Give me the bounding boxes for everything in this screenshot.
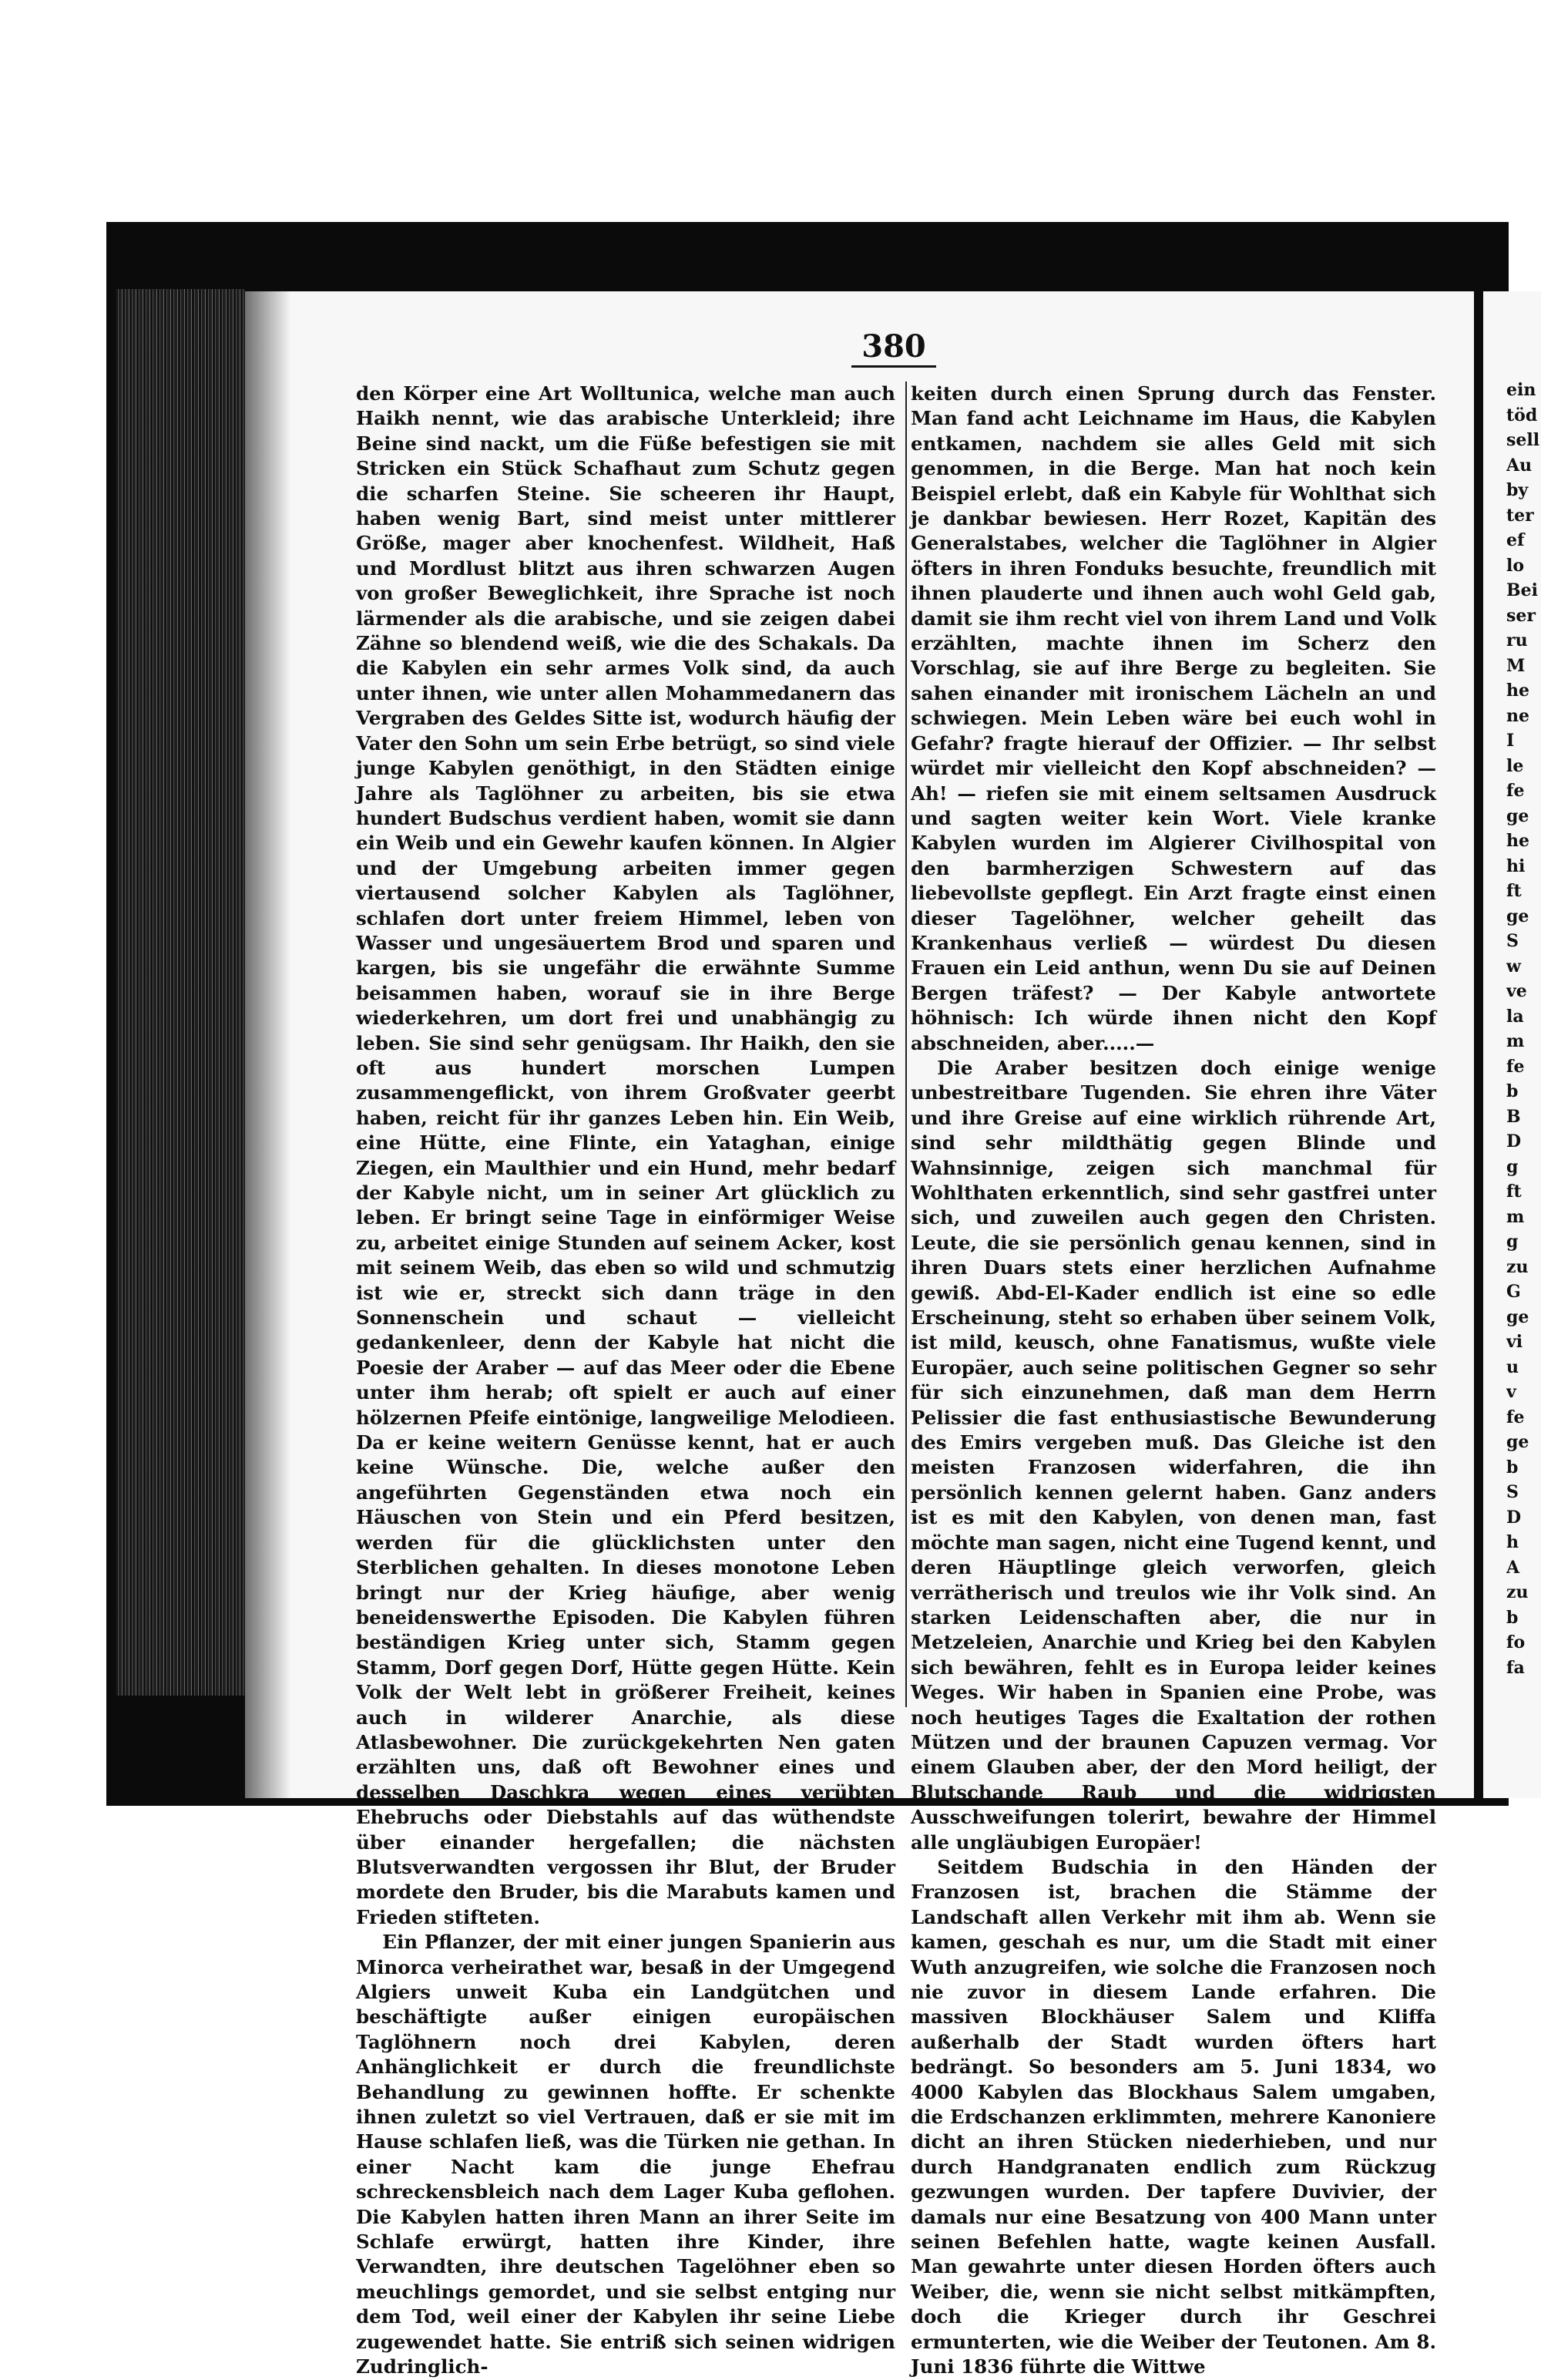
facing-text-fragment: ge (1506, 805, 1529, 826)
facing-text-fragment: D (1506, 1131, 1522, 1151)
facing-text-fragment: D (1506, 1507, 1522, 1528)
paragraph: Seitdem Budschia in den Händen der Franzosen ist, brachen die Stämme der Landschaft allen Verkehr mit ihm ab. Wenn sie kamen, geschah es nur, um die Stadt mit einer Wuth anzugreifen, wie solche die Franzosen noch nie zuvor in diesem Lande erfahren. Die massiven Blockhäuser Salem und Kliffa außerhalb der Stadt wurden öfters hart bedrängt. So besonders am 5. Juni 1834, wo 4000 Kabylen das Blockhaus Salem umgaben, die Erdschanzen erklimmten, mehrere Kanoniere dicht an ihren Stücken niederhieben, und nur durch Handgranaten endlich zum Rückzug gezwungen wurden. Der tapfere Duvivier, der damals nur eine Besatzung von 400 Mann unter seinen Befehlen hatte, wagte keinen Ausfall. Man gewahrte unter diesen Horden öfters auch Weiber, die, wenn sie nicht selbst mitkämpften, doch die Krieger durch ihr Geschrei ermunterten, wie die Weiber der Teutonen. Am 8. Juni 1836 führte die Wittwe (911, 1855, 1436, 2378)
facing-text-fragment: fe (1506, 1407, 1525, 1427)
facing-text-fragment: h (1506, 1532, 1519, 1552)
facing-text-fragment: ein (1506, 380, 1536, 400)
gutter-shadow (245, 291, 291, 1798)
page-number: 380 (861, 328, 926, 365)
paragraph: den Körper eine Art Wolltunica, welche man auch Haikh nennt, wie das arabische Unterkleid; ihre Beine sind nackt, um die Füße befestigen sie mit Stricken ein Stück Schafhaut zum Schutz gegen die scharfen Steine. Sie scheeren ihr Haupt, haben wenig Bart, sind meist unter mittlerer Größe, mager aber knochenfest. Wildheit, Haß und Mordlust blitzt aus ihren schwarzen Augen von großer Beweglichkeit, ihre Sprache ist noch lärmender als die arabische, und sie zeigen dabei Zähne so blendend weiß, wie die des Schakals. Da die Kabylen ein sehr armes Volk sind, da auch unter ihnen, wie unter allen Mohammedanern das Vergraben des Geldes Sitte ist, wodurch häufig der Vater den Sohn um sein Erbe betrügt, so sind viele junge Kabylen genöthigt, in den Städten einige Jahre als Taglöhner zu arbeiten, bis sie etwa hundert Budschus verdient haben, womit sie dann ein Weib und ein Gewehr kaufen können. In Algier und der Umgebung arbeiten immer gegen viertausend solcher Kabylen als Taglöhner, schlafen dort unter freiem Himmel, leben von Wasser und ungesäuertem Brod und sparen und kargen, bis sie ungefähr die erwähnte Summe beisammen haben, worauf sie in ihre Berge wiederkehren, um dort frei und unabhängig zu leben. Sie sind sehr genügsam. Ihr Haikh, den sie oft aus hundert morschen Lumpen zusammengeflickt, von ihrem Großvater geerbt haben, reicht für ihr ganzes Leben hin. Ein Weib, eine Hütte, eine Flinte, ein Yataghan, einige Ziegen, ein Maulthier und ein Hund, mehr bedarf der Kabyle nicht, um in seiner Art glücklich zu leben. Er bringt seine Tage in einförmiger Weise zu, arbeitet einige Stunden auf seinem Acker, kost mit seinem Weib, das eben so wild und schmutzig ist wie er, streckt sich dann träge in den Sonnenschein und schaut — vielleicht gedankenleer, denn der Kabyle hat nicht die Poesie der Araber — auf das Meer oder die Ebene unter ihm herab; oft spielt er auch auf einer hölzernen Pfeife eintönige, langweilige Melodieen. Da er keine weitern Genüsse kennt, hat er auch keine Wünsche. Die, welche außer den angeführten Gegenständen etwa noch ein Häuschen von Stein und ein Pferd besitzen, werden für die glücklichsten unter den Sterblichen gehalten. In dieses monotone Leben bringt nur der Krieg häufige, aber wenig beneidenswerthe Episoden. Die Kabylen führen beständigen Krieg unter sich, Stamm gegen Stamm, Dorf gegen Dorf, Hütte gegen Hütte. Kein Volk der Welt lebt in größerer Freiheit, keines auch in wilderer Anarchie, als diese Atlasbewohner. Die zurückgekehrten Nen gaten erzählten uns, daß oft Bewohner eines und desselben Daschkra wegen eines verübten Ehebruchs oder Diebstahls auf das wüthendste über einander hergefallen; die nächsten Blutsverwandten vergossen ihr Blut, der Bruder mordete den Bruder, bis die Marabuts kamen und Frieden stifteten. (356, 382, 895, 1928)
facing-text-fragment: ru (1506, 630, 1528, 650)
facing-text-fragment: sell (1506, 430, 1540, 450)
facing-text-fragment: S (1506, 931, 1519, 951)
facing-text-fragment: ge (1506, 1432, 1529, 1452)
facing-text-fragment: u (1506, 1356, 1519, 1377)
facing-text-fragment: fo (1506, 1632, 1526, 1652)
facing-text-fragment: M (1506, 655, 1526, 676)
facing-text-fragment: w (1506, 956, 1521, 977)
facing-text-fragment: fe (1506, 1056, 1525, 1077)
facing-text-fragment: la (1506, 1006, 1524, 1027)
facing-text-fragment: vi (1506, 1332, 1523, 1352)
facing-text-fragment: b (1506, 1607, 1519, 1628)
facing-text-fragment: ser (1506, 605, 1536, 626)
facing-text-fragment: lo (1506, 555, 1525, 576)
facing-text-fragment: zu (1506, 1256, 1529, 1277)
facing-text-fragment: ge (1506, 1306, 1529, 1327)
column-divider (905, 382, 907, 1707)
paragraph: Ein Pflanzer, der mit einer jungen Spanierin aus Minorca verheirathet war, besaß in der Umgegend Algiers unweit Kuba ein Landgütchen und beschäftigte außer einigen europäischen Taglöhnern noch drei Kabylen, deren Anhänglichkeit er durch die freundlichste Behandlung zu gewinnen hoffte. Er schenkte ihnen zuletzt so viel Vertrauen, daß er sie mit im Hause schlafen ließ, was die Türken nie gethan. In einer Nacht kam die junge Ehefrau schreckensbleich nach dem Lager Kuba geflohen. Die Kabylen hatten ihren Mann an ihrer Seite im Schlafe erwürgt, hatten ihre Kinder, ihre Verwandten, ihre deutschen Tagelöhner eben so meuchlings gemordet, und sie selbst entging nur dem Tod, weil einer der Kabylen ihr seine Liebe zugewendet hatte. Sie entriß sich seinen widrigen Zudringlich- (356, 1931, 895, 2378)
paragraph: Die Araber besitzen doch einige wenige unbestreitbare Tugenden. Sie ehren ihre Väter und ihre Greise auf eine wirklich rührende Art, sind sehr mildthätig gegen Blinde und Wahnsinnige, zeigen sich manchmal für Wohlthaten erkenntlich, sind sehr gastfrei unter sich, und zuweilen auch gegen den Christen. Leute, die sie persönlich genau kennen, sind in ihren Duars stets einer herzlichen Aufnahme gewiß. Abd-El-Kader endlich ist eine so edle Erscheinung, steht so erhaben über seinem Volk, ist mild, keusch, ohne Fanatismus, wußte viele Europäer, auch seine politischen Gegner so sehr für sich einzunehmen, daß man dem Herrn Pelissier die fast enthusiastische Bewunderung des Emirs vergeben muß. Das Gleiche ist den meisten Franzosen widerfahren, die ihn persönlich kennen gelernt haben. Ganz anders ist es mit den Kabylen, von denen man, fast möchte man sagen, nicht eine Tugend kennt, und deren Häuptlinge gleich verworfen, gleich verrätherisch und treulos wie ihr Volk sind. An starken Leidenschaften aber, die nur in Metzeleien, Anarchie und Krieg bei den Kabylen sich bewähren, fehlt es in Europa leider keines Weges. Wir haben in Spanien eine Probe, was noch heutiges Tages die Exaltation der rothen Mützen und der braunen Capuzen vermag. Vor einem Glauben aber, der den Mord heiligt, der Blutschande Raub und die widrigsten Ausschweifungen tolerirt, bewahre der Himmel alle ungläubigen Europäer! (911, 1056, 1436, 1854)
facing-text-fragment: fe (1506, 781, 1525, 801)
facing-text-fragment: G (1506, 1282, 1521, 1302)
facing-text-fragment: he (1506, 831, 1529, 851)
facing-text-fragment: g (1506, 1232, 1519, 1252)
facing-text-fragment: zu (1506, 1582, 1529, 1602)
facing-text-fragment: le (1506, 755, 1524, 776)
left-column (356, 382, 895, 2380)
page-edges (116, 289, 245, 1696)
facing-text-fragment: he (1506, 681, 1529, 701)
right-column (911, 382, 1436, 2380)
facing-text-fragment: Bei (1506, 580, 1538, 600)
facing-text-fragment: I (1506, 731, 1515, 751)
facing-text-fragment: ter (1506, 505, 1534, 526)
facing-text-fragment: b (1506, 1081, 1519, 1101)
facing-text-fragment: m (1506, 1031, 1525, 1051)
facing-text-fragment: g (1506, 1156, 1519, 1177)
facing-text-fragment: B (1506, 1106, 1521, 1127)
facing-text-fragment: ef (1506, 530, 1525, 550)
facing-text-fragment: ve (1506, 981, 1527, 1001)
facing-text-fragment: b (1506, 1457, 1519, 1477)
facing-text-fragment: Au (1506, 455, 1533, 476)
facing-text-fragment: ge (1506, 906, 1529, 926)
facing-text-fragment: v (1506, 1382, 1516, 1402)
facing-text-fragment: töd (1506, 405, 1538, 425)
facing-text-fragment: m (1506, 1206, 1525, 1227)
facing-text-fragment: fa (1506, 1657, 1525, 1678)
facing-text-fragment: ne (1506, 705, 1529, 726)
facing-text-fragment: by (1506, 480, 1529, 500)
header-rule (851, 365, 936, 368)
facing-text-fragment: S (1506, 1482, 1519, 1502)
facing-text-fragment: ft (1506, 1182, 1522, 1202)
paragraph: keiten durch einen Sprung durch das Fenster. Man fand acht Leichname im Haus, die Kabylen entkamen, nachdem sie alles Geld mit sich genommen, in die Berge. Man hat noch kein Beispiel erlebt, daß ein Kabyle für Wohlthat sich je dankbar bewiesen. Herr Rozet, Kapitän des Generalstabes, welcher die Taglöhner in Algier öfters in ihren Fonduks besuchte, freundlich mit ihnen plauderte und ihnen auch wohl Geld gab, damit sie ihm recht viel von ihrem Land und Volk erzählten, machte ihnen im Scherz den Vorschlag, sie auf ihre Berge zu begleiten. Sie sahen einander mit ironischem Lächeln an und schwiegen. Mein Leben wäre bei euch wohl in Gefahr? fragte hierauf der Offizier. — Ihr selbst würdet mir vielleicht den Kopf abschneiden? — Ah! — riefen sie mit einem seltsamen Ausdruck und sagten weiter kein Wort. Viele kranke Kabylen wurden im Algierer Civilhospital von den barmherzigen Schwestern auf das liebevollste gepflegt. Ein Arzt fragte einst einen dieser Tagelöhner, welcher geheilt das Krankenhaus verließ — würdest Du diesen Frauen ein Leid anthun, wenn Du sie auf Deinen Bergen träfest? — Der Kabyle antwortete höhnisch: Ich würde ihnen nicht den Kopf abschneiden, aber.....— (911, 382, 1436, 1054)
facing-text-fragment: ft (1506, 881, 1522, 901)
facing-text-fragment: hi (1506, 856, 1526, 876)
facing-text-fragment: A (1506, 1557, 1520, 1578)
facing-page-text (1506, 378, 1541, 1688)
